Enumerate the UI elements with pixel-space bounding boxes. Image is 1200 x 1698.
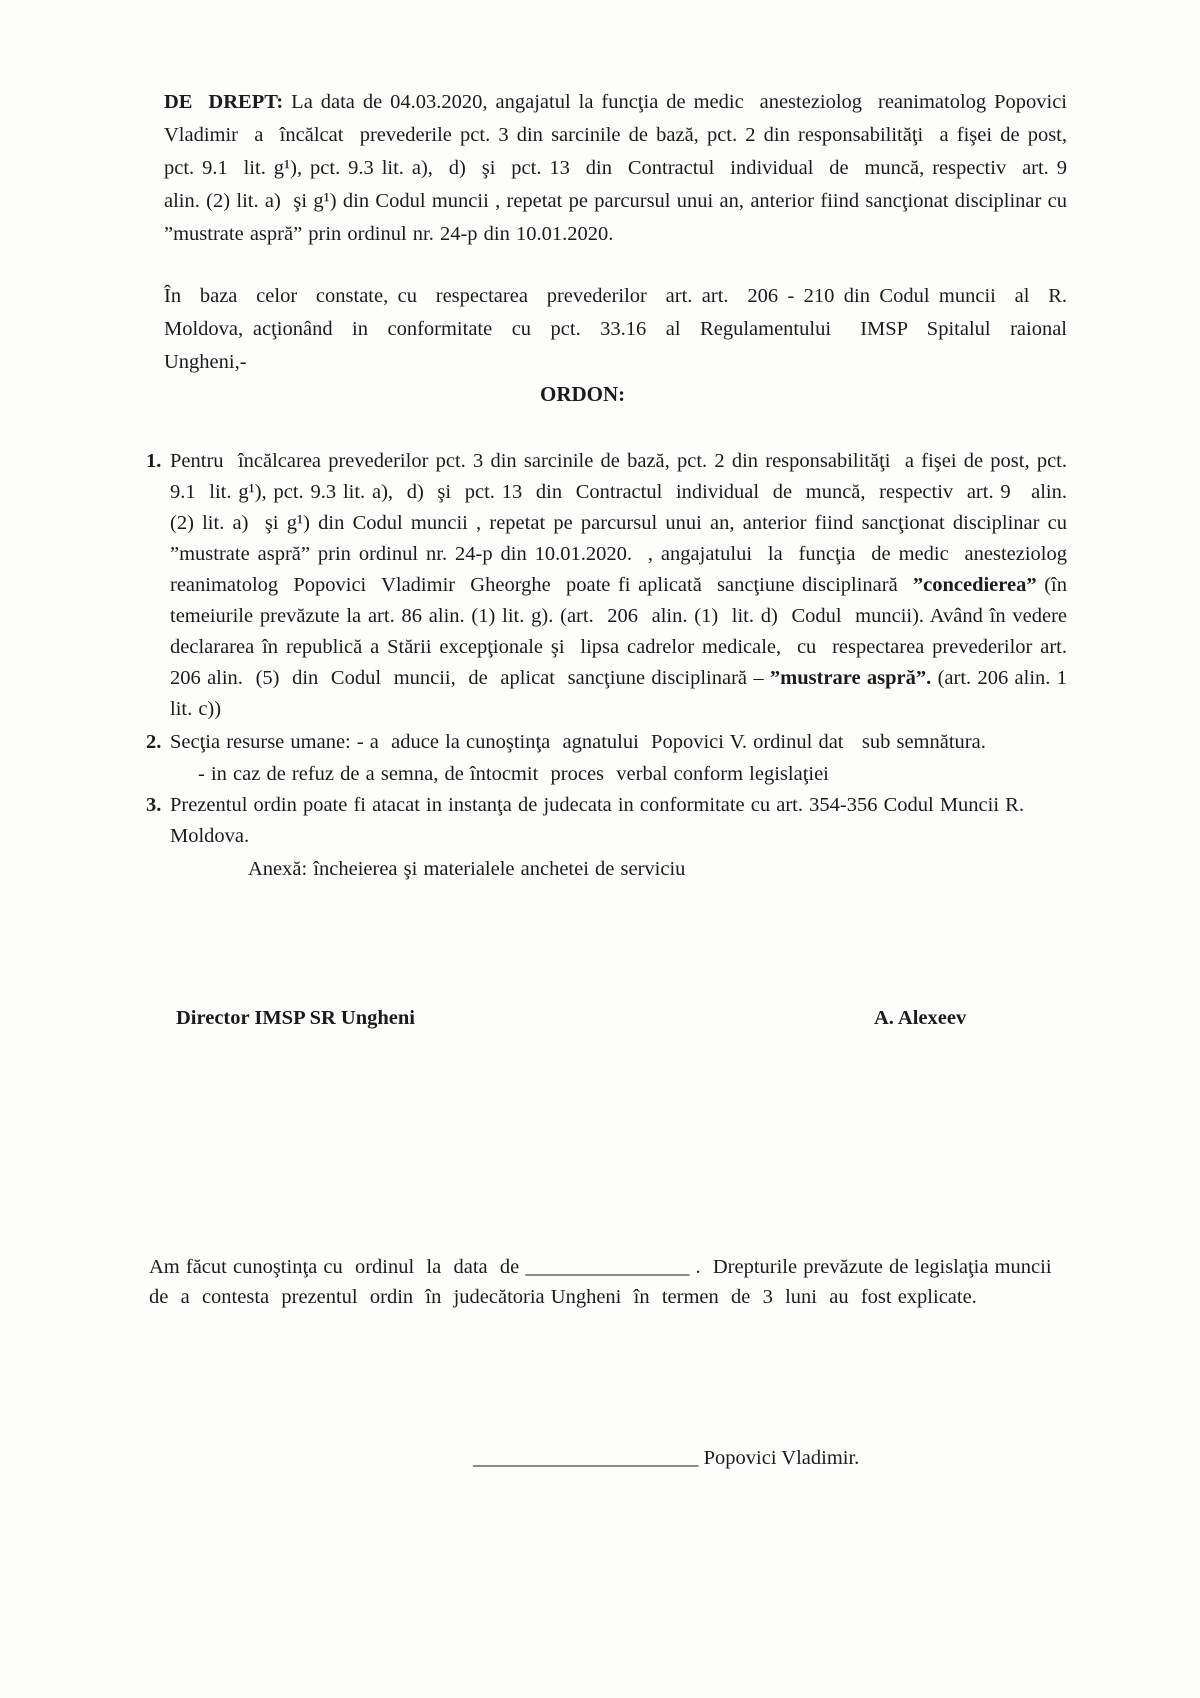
director-name: A. Alexeev bbox=[874, 1007, 967, 1029]
employee-signature-blank-line: ______________________ bbox=[473, 1447, 699, 1469]
employee-signature-name: Popovici Vladimir. bbox=[698, 1447, 860, 1469]
paragraph-de-drept: DE DREPT: La data de 04.03.2020, angajatul la funcţia de medic anesteziolog reanimatolog Popovici Vladimir a încălcat prevederile pct. 3 din sarcinile de bază, pct. 2 din responsabilităţi a fişei de post, pct. 9.1 lit. g¹), pct. 9.3 lit. a), d) şi pct. 13 din Contractul individual de muncă, respectiv art. 9 alin. (2) lit. a) şi g¹) din Codul muncii , repetat pe parcursul unui an, anterior fiind sancţionat disciplinar cu ”mustrate aspră” prin ordinul nr. 24-p din 10.01.2020. bbox=[164, 91, 1092, 245]
item-2-line-2: - in caz de refuz de a semna, de întocmit proces verbal conform legislaţiei bbox=[198, 763, 829, 785]
item-3-text: Prezentul ordin poate fi atacat in instanţa de judecata in conformitate cu art. 354-356 Codul Muncii R. Moldova. bbox=[170, 794, 1031, 847]
item-2-line-1: Secţia resurse umane: - a aduce la cunoştinţa agnatului Popovici V. ordinul dat sub semnătura. bbox=[170, 731, 986, 753]
employee-signature bbox=[473, 1447, 859, 1470]
paragraph-in-baza: În baza celor constate, cu respectarea prevederilor art. art. 206 - 210 din Codul muncii al R. Moldova, acţionând in conformitate cu pct. 33.16 al Regulamentului IMSP Spitalul raional Ungheni,- bbox=[164, 285, 1074, 373]
item-1-number: 1. bbox=[146, 450, 162, 472]
item-3-number: 3. bbox=[146, 794, 162, 816]
director-title: Director IMSP SR Ungheni bbox=[176, 1007, 415, 1029]
acknowledgment-paragraph: Am făcut cunoştinţa cu ordinul la data de ________________ . Drepturile prevăzute de legislaţia muncii de a contesta prezentul ordin în judecătoria Ungheni în termen de 3 luni au fost explicate. bbox=[149, 1256, 1064, 1308]
heading-ordon: ORDON: bbox=[540, 382, 626, 406]
item-2-number: 2. bbox=[146, 731, 162, 753]
item-1-text: Pentru încălcarea prevederilor pct. 3 din sarcinile de bază, pct. 2 din responsabilităţi a fişei de post, pct. 9.1 lit. g¹), pct. 9.3 lit. a), d) şi pct. 13 din Contractul individual de muncă, respectiv art. 9 alin. (2) lit. a) şi g¹) din Codul muncii , repetat pe parcursul unui an, anterior fiind sancţionat disciplinar cu ”mustrate aspră” prin ordinul nr. 24-p din 10.01.2020. , angajatului la funcţia de medic anesteziolog reanimatolog Popovici Vladimir Gheorghe poate fi aplicată sancţiune disciplinară ”concedierea” (în temeiurile prevăzute la art. 86 alin. (1) lit. g). (art. 206 alin. (1) lit. d) Codul muncii). Având în vedere declararea în republică a Stării excepţionale şi lipsa cadrelor medicale, cu respectarea prevederilor art. 206 alin. (5) din Codul muncii, de aplicat sancţiune disciplinară – ”mustrare aspră”. (art. 206 alin. 1 lit. c)) bbox=[170, 450, 1080, 720]
anexa-note: Anexă: încheierea şi materialele anchetei de serviciu bbox=[248, 858, 686, 880]
